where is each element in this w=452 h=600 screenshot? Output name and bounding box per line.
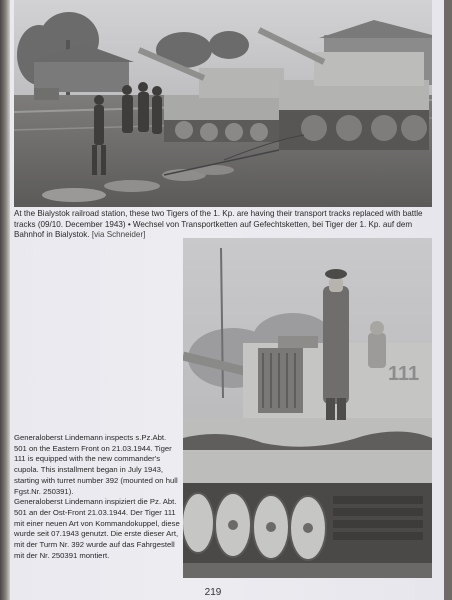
photo-credit: [via Schneider] (91, 230, 146, 240)
caption-railroad-station (14, 209, 432, 241)
caption-tiger-111 (14, 433, 180, 561)
book-gutter (0, 0, 10, 600)
caption-german: Wechsel von Transportketten auf Gefechtsketten, bei Tiger der 1. Kp. auf dem Bahnhof in Bialystok. (14, 219, 413, 240)
caption-english: At the Bialystok railroad station, these two Tigers of the 1. Kp. are having their transport tracks replaced with battle tracks (09/10. December 1943) (14, 209, 423, 229)
caption-german: Generaloberst Lindemann inspiziert die Pz. Abt. 501 an der Ost-Front 21.03.1944. Der Tiger 111 mit einer neuen Art von Kommandokuppel, diese wurde seit 07.1943 genutzt. Die erste dieser Art, mit der Turm Nr. 392 wurde auf das Fahrgestell mit der Nr. 250391 montiert. (14, 497, 180, 560)
photo-tigers-railroad-station (14, 0, 432, 207)
caption-separator: • (125, 219, 133, 229)
turret-number: 111 (388, 363, 420, 385)
page-number: 219 (204, 587, 222, 598)
caption-english: Generaloberst Lindemann inspects s.Pz.Abt. 501 on the Eastern Front on 21.03.1944. Tiger 111 is equipped with the new commander's cupola. This installment began in July 1943, starting with turret number 392 (mounted on hull Fgst.Nr. 250391). (14, 433, 178, 496)
photo-tiger-111-inspection (183, 238, 432, 578)
